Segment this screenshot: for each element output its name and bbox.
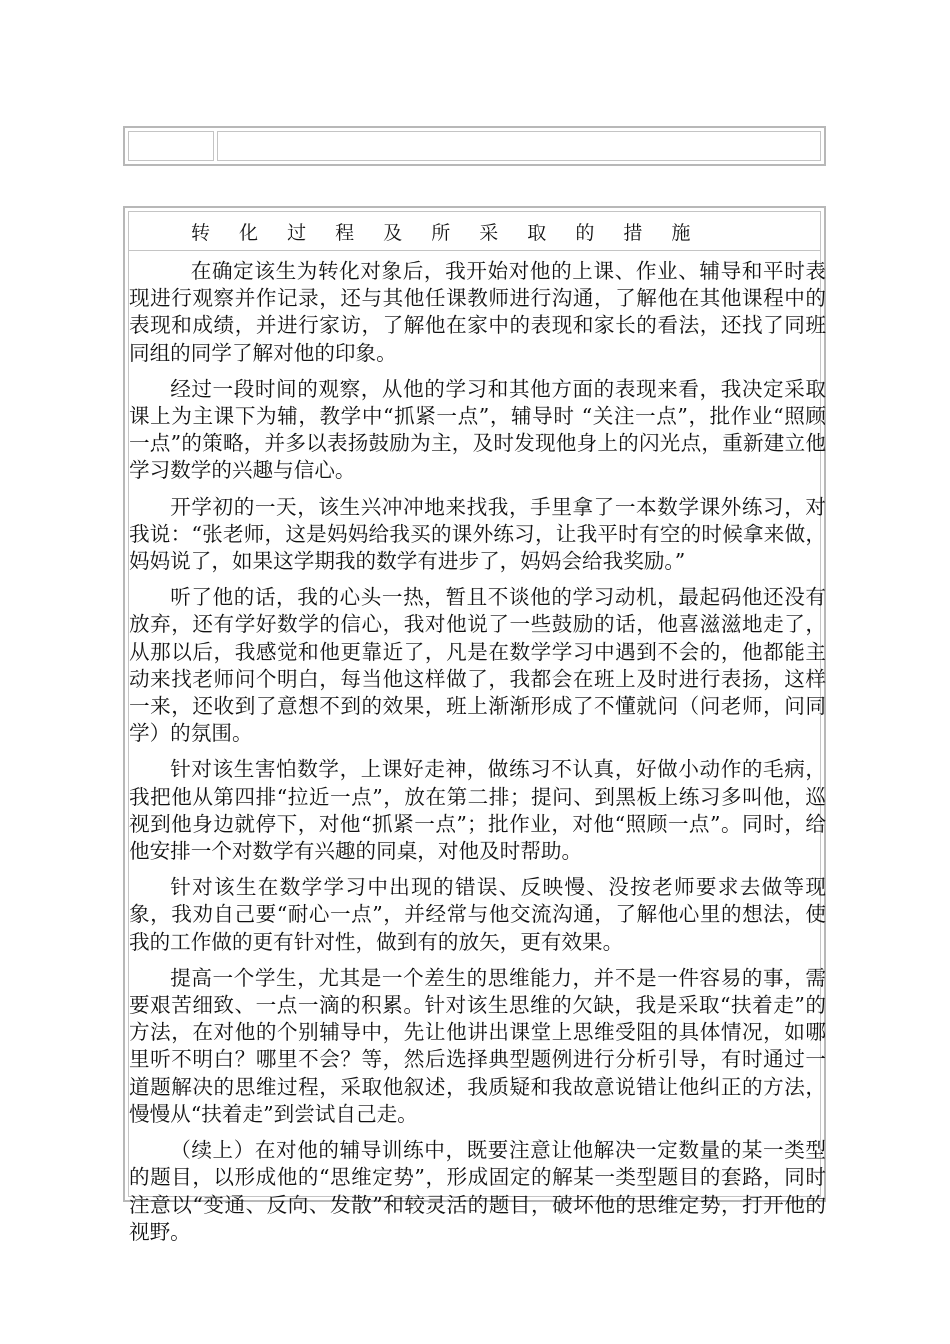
- paragraph-workbook: 开学初的一天，该生兴冲冲地来找我，手里拿了一本数学课外练习，对我说：“张老师，这是妈妈给我买的课外练习，让我平时有空的时候拿来做，妈妈说了，如果这学期我的数学有进步了，妈妈会给我奖励。”: [129, 494, 826, 574]
- heading-row: [129, 212, 820, 251]
- paragraph-seating: 针对该生害怕数学，上课好走神，做练习不认真，好做小动作的毛病，我把他从第四排“拉近一点”，放在第二排；提问、到黑板上练习多叫他，巡视到他身边就停下，对他“抓紧一点”；批作业，对他“照顾一点”。同时，给他安排一个对数学有兴趣的同桌，对他及时帮助。: [129, 757, 826, 864]
- section-heading: 转 化 过 程 及 所 采 取 的 措 施: [191, 222, 702, 244]
- body-text: [129, 258, 826, 1255]
- paragraph-strategy: 经过一段时间的观察，从他的学习和其他方面的表现来看，我决定采取课上为主课下为辅，教学中“抓紧一点”，辅导时 “关注一点”，批作业“照顾一点”的策略，并多以表扬鼓励为主，及时发现他身上的闪光点，重新建立他学习数学的兴趣与信心。: [129, 376, 826, 483]
- paragraph-continued: （续上）在对他的辅导训练中，既要注意让他解决一定数量的某一类型的题目，以形成他的“思维定势”，形成固定的解某一类型题目的套路，同时注意以“变通、反向、发散”和较灵活的题目，破坏他的思维定势，打开他的视野。: [129, 1138, 826, 1244]
- paragraph-thinking: 提高一个学生，尤其是一个差生的思维能力，并不是一件容易的事，需要艰苦细致、一点一滴的积累。针对该生思维的欠缺，我是采取“扶着走”的方法，在对他的个别辅导中，先让他讲出课堂上思维受阻的具体情况，如哪里听不明白？哪里不会？等，然后选择典型题例进行分析引导，有时通过一道题解决的思维过程，采取他叙述，我质疑和我故意说错让他纠正的方法，慢慢从“扶着走”到尝试自己走。: [129, 965, 826, 1126]
- measures-table-cell: [128, 211, 826, 1244]
- measures-table: [123, 206, 826, 1244]
- paragraph-encouragement: 听了他的话，我的心头一热，暂且不谈他的学习动机，最起码他还没有放弃，还有学好数学的信心，我对他说了一些鼓励的话，他喜滋滋地走了，从那以后，我感觉和他更靠近了，凡是在数学学习中遇到不会的，他都能主动来找老师问个明白，每当他这样做了，我都会在班上及时进行表扬，这样一来，还收到了意想不到的效果，班上渐渐形成了不懂就问（问老师，问同学）的氛围。: [129, 585, 826, 746]
- paragraph-observation: 在确定该生为转化对象后，我开始对他的上课、作业、辅导和平时表现进行观察并作记录，还与其他任课教师进行沟通，了解他在其他课程中的表现和成绩，并进行家访，了解他在家中的表现和家长的看法，还找了同班同组的同学了解对他的印象。: [129, 259, 826, 365]
- header-table-cell-empty: [128, 131, 214, 161]
- paragraph-patience: 针对该生在数学学习中出现的错误、反映慢、没按老师要求去做等现象，我劝自己要“耐心一点”，并经常与他交流沟通，了解他心里的想法，使我的工作做的更有针对性，做到有的放矢，更有效果。: [129, 875, 826, 954]
- header-table-row: [128, 131, 821, 161]
- header-table-cell-empty-wide: [217, 131, 821, 161]
- header-table: [123, 126, 826, 166]
